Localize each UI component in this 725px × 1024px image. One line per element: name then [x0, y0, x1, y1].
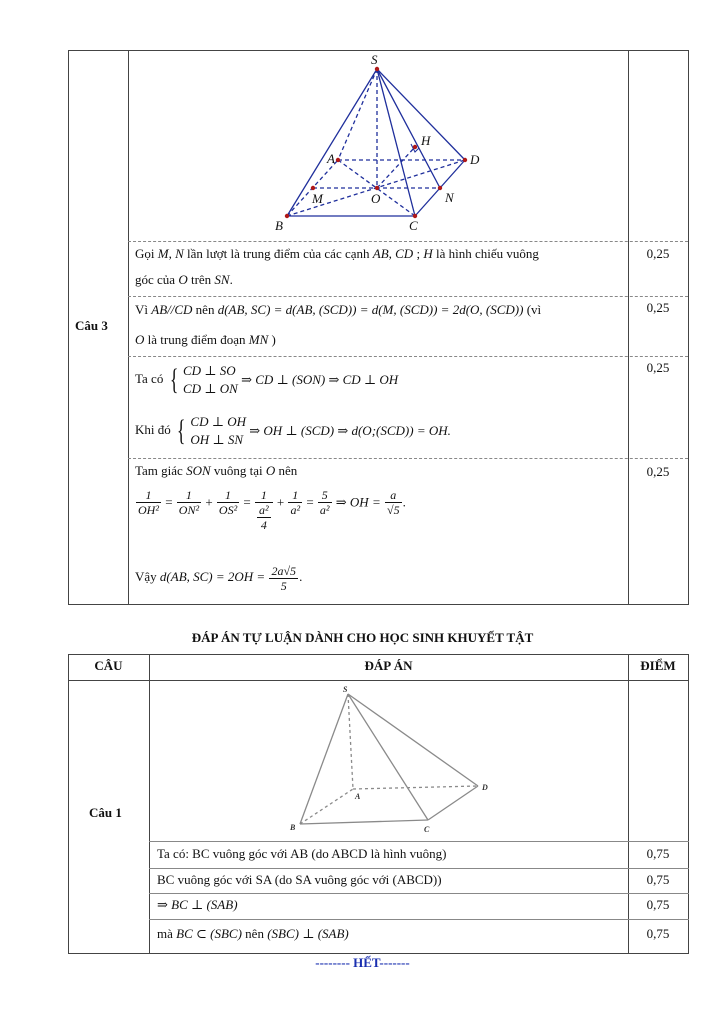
pyramid-figure	[270, 52, 490, 232]
header-cau: CÂU	[94, 658, 123, 673]
edge-cd	[428, 786, 478, 820]
label2-b: B	[290, 823, 296, 832]
label-d: D	[470, 152, 480, 167]
label-b: B	[275, 218, 283, 232]
label2-s: S	[343, 685, 348, 694]
pyramid-figure-2	[280, 682, 500, 837]
row3-system2: Khi đó { CD ⊥ OH OH ⊥ SN ⇒ OH ⊥ (SCD) ⇒ d(O;(SCD)) = OH.	[135, 414, 451, 448]
edge-sc	[377, 69, 415, 216]
end-marker: -------- HẾT-------	[315, 955, 410, 970]
header-diem: ĐIỂM	[640, 658, 676, 673]
row4-equation: $\frac{1}{\text{OH²}}$ = $\frac{1}{\text{ON²}}$ + $\frac{1}{\text{OS²}}$ = $\frac{1}{\frac{\text{a²}}{4}}$ + $\frac{1}{\text{a²}}$ = $\frac{5}{\text{a²}}$ ⇒ OH = $\frac{a}{√5}$ .	[138, 488, 406, 532]
row2-line1: Vì AB//CD nên d(AB, SC) = d(AB, (SCD)) = d(M, (SCD)) = 2d(O, (SCD)) (vì	[135, 302, 542, 317]
row1-score: 0,25	[646, 246, 670, 261]
edge-ad	[353, 786, 478, 789]
edge-ba	[300, 789, 353, 824]
label2-c: C	[424, 825, 430, 834]
edge-sa	[348, 694, 353, 789]
t2-row4-score: 0,75	[646, 926, 670, 941]
row2-score: 0,25	[646, 300, 670, 315]
t2-row2-score: 0,75	[646, 872, 670, 887]
edge-sb	[287, 69, 377, 216]
t2-row1-text: Ta có: BC vuông góc với AB (do ABCD là hình vuông)	[157, 846, 447, 861]
label-h: H	[421, 133, 431, 148]
edge-sd	[348, 694, 478, 786]
edge-bc	[300, 820, 428, 824]
label2-a: A	[355, 792, 361, 801]
t2-row3-text: ⇒ BC ⊥ (SAB)	[157, 897, 238, 912]
t2-row1-score: 0,75	[646, 846, 670, 861]
row1-line2: góc của O trên SN.	[135, 272, 233, 287]
row2-line2: O là trung điểm đoạn MN )	[135, 332, 276, 347]
question-label-2: Câu 1	[89, 805, 122, 820]
row3-system1: Ta có { CD ⊥ SO CD ⊥ ON ⇒ CD ⊥ (SON) ⇒ CD ⊥ OH	[135, 363, 399, 397]
t2-row3-score: 0,75	[646, 897, 670, 912]
label-c: C	[409, 218, 418, 232]
question-label: Câu 3	[75, 318, 108, 333]
edge-sb	[300, 694, 348, 824]
t2-row4-text: mà BC ⊂ (SBC) nên (SBC) ⊥ (SAB)	[157, 926, 349, 941]
row4-conclusion: Vậy d(AB, SC) = 2OH = $\frac{2a√5}{5}$ .	[135, 563, 303, 593]
row3-score: 0,25	[646, 360, 670, 375]
edge-sc	[348, 694, 428, 820]
edge-sa	[338, 69, 377, 160]
label2-d: D	[482, 783, 488, 792]
row1-line1: Gọi M, N lần lượt là trung điểm của các cạnh AB, CD ; H là hình chiếu vuông	[135, 246, 539, 261]
label-m: M	[312, 191, 323, 206]
row4-score: 0,25	[646, 464, 670, 479]
row4-line1: Tam giác SON vuông tại O nên	[135, 463, 298, 478]
section-title: ĐÁP ÁN TỰ LUẬN DÀNH CHO HỌC SINH KHUYẾT TẬT	[191, 630, 534, 645]
edge-sn	[377, 69, 440, 188]
header-dap-an: ĐÁP ÁN	[364, 658, 413, 673]
label-s: S	[371, 52, 378, 67]
label-n: N	[445, 190, 454, 205]
t2-row2-text: BC vuông góc với SA (do SA vuông góc với (ABCD))	[157, 872, 442, 887]
label-a: A	[327, 151, 335, 166]
label-o: O	[371, 191, 381, 206]
